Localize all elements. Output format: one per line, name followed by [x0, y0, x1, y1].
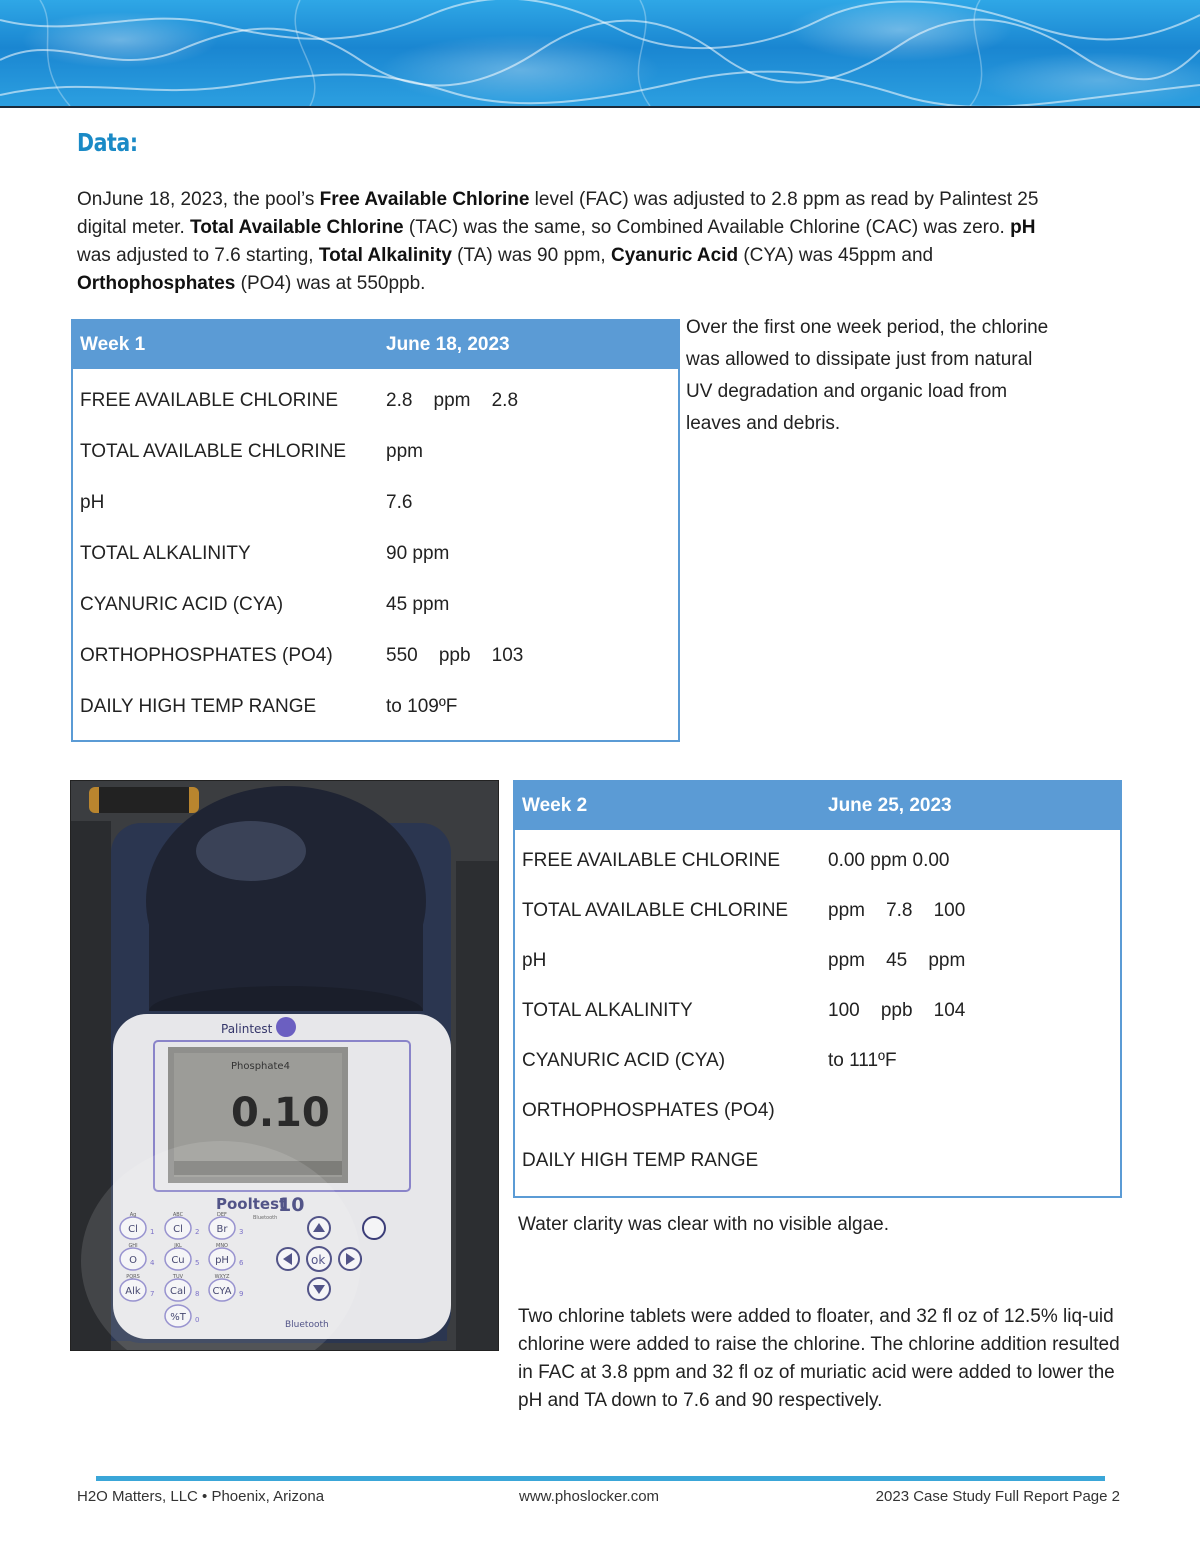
week2-header-row: [514, 781, 1121, 830]
row-value: ppm 45 ppm: [828, 950, 966, 971]
row-label: ORTHOPHOSPHATES (PO4): [522, 1100, 775, 1121]
row-label: pH: [80, 491, 105, 513]
row-label: DAILY HIGH TEMP RANGE: [522, 1150, 759, 1171]
row-value: 7.6: [386, 491, 413, 513]
row-value: ppm 7.8 100: [828, 900, 966, 921]
table-row: [514, 1086, 1121, 1136]
table-row: [514, 936, 1121, 986]
week1-table: [71, 319, 680, 742]
table-row: [514, 1036, 1121, 1086]
footer-page-label: 2023 Case Study Full Report Page 2: [875, 1488, 1120, 1505]
water-caustics-pattern: [0, 0, 1200, 106]
table-row: [514, 986, 1121, 1036]
week1-header-row: [72, 320, 679, 369]
row-label: FREE AVAILABLE CHLORINE: [80, 389, 338, 411]
footer-company: H2O Matters, LLC • Phoenix, Arizona: [77, 1488, 325, 1505]
table-row: [72, 630, 679, 681]
table-row: [514, 830, 1121, 886]
row-label: DAILY HIGH TEMP RANGE: [80, 695, 317, 717]
intro-paragraph: OnJune 18, 2023, the pool’s Free Available Chlorine level (FAC) was adjusted to 2.8 ppm as read by Palintest 25 digital meter. Total Available Chlorine (TAC) was the same, so Combined Available Chlorine (CAC) was zero. pH was adjusted to 7.6 starting, Total Alkalinity (TA) was 90 ppm, Cyanuric Acid (CYA) was 45ppm and Orthophosphates (PO4) was at 550ppb.: [77, 189, 1039, 294]
row-label: TOTAL AVAILABLE CHLORINE: [522, 900, 789, 921]
footer-website-link[interactable]: www.phoslocker.com: [519, 1488, 660, 1505]
row-label: TOTAL ALKALINITY: [522, 1000, 693, 1021]
side-note: Over the first one week period, the chlorine was allowed to dissipate just from natural UV degradation and organic load from leaves and debris.: [686, 317, 1049, 434]
row-value: 550 ppb 103: [386, 644, 524, 666]
meter-brand: Palintest: [221, 1022, 273, 1036]
row-label: pH: [522, 950, 547, 971]
row-label: CYANURIC ACID (CYA): [522, 1050, 726, 1071]
row-label: TOTAL AVAILABLE CHLORINE: [80, 440, 347, 462]
row-value: 45 ppm: [386, 593, 450, 615]
table-row: [514, 886, 1121, 936]
row-value: to 111ºF: [828, 1050, 897, 1071]
row-value: [821, 1136, 1121, 1197]
row-value: to 109ºF: [386, 695, 458, 717]
table-row: [514, 1136, 1121, 1197]
clarity-note: Water clarity was clear with no visible algae.: [518, 1214, 889, 1235]
row-value: 90 ppm: [386, 542, 450, 564]
meter-reading: 0.10: [231, 1090, 330, 1136]
week2-table: [513, 780, 1122, 1198]
section-heading: Data:: [77, 128, 138, 157]
pool-water-banner: [0, 0, 1200, 108]
palintest-meter-photo: [70, 780, 499, 1351]
row-label: FREE AVAILABLE CHLORINE: [522, 850, 780, 871]
row-value: 0.00 ppm 0.00: [828, 850, 950, 871]
meter-screen-title: Phosphate4: [231, 1061, 290, 1072]
row-value: 100 ppb 104: [828, 1000, 966, 1021]
table-row: [72, 681, 679, 741]
row-label: ORTHOPHOSPHATES (PO4): [80, 644, 333, 666]
row-label: CYANURIC ACID (CYA): [80, 593, 284, 615]
table-row: [72, 528, 679, 579]
table-row: [72, 579, 679, 630]
row-value: [821, 1086, 1121, 1136]
row-value: ppm: [386, 440, 423, 462]
meter-illustration: [71, 781, 498, 1350]
row-label: TOTAL ALKALINITY: [80, 542, 251, 564]
week2-header-label: Week 2: [514, 781, 821, 830]
row-value: 2.8 ppm 2.8: [386, 389, 519, 411]
table-row: [72, 369, 679, 426]
week2-header-date: June 25, 2023: [821, 781, 1121, 830]
additions-note: Two chlorine tablets were added to floater, and 32 fl oz of 12.5% liq-uid chlorine were added to raise the chlorine. The chlorine addition resulted in FAC at 3.8 ppm and 32 fl oz of muriatic acid were added to lower the pH and TA down to 7.6 and 90 respectively.: [518, 1306, 1120, 1411]
week1-header-date: June 18, 2023: [379, 320, 679, 369]
table-row: [72, 477, 679, 528]
footer-divider: [96, 1476, 1105, 1481]
week1-header-label: Week 1: [72, 320, 379, 369]
table-row: [72, 426, 679, 477]
